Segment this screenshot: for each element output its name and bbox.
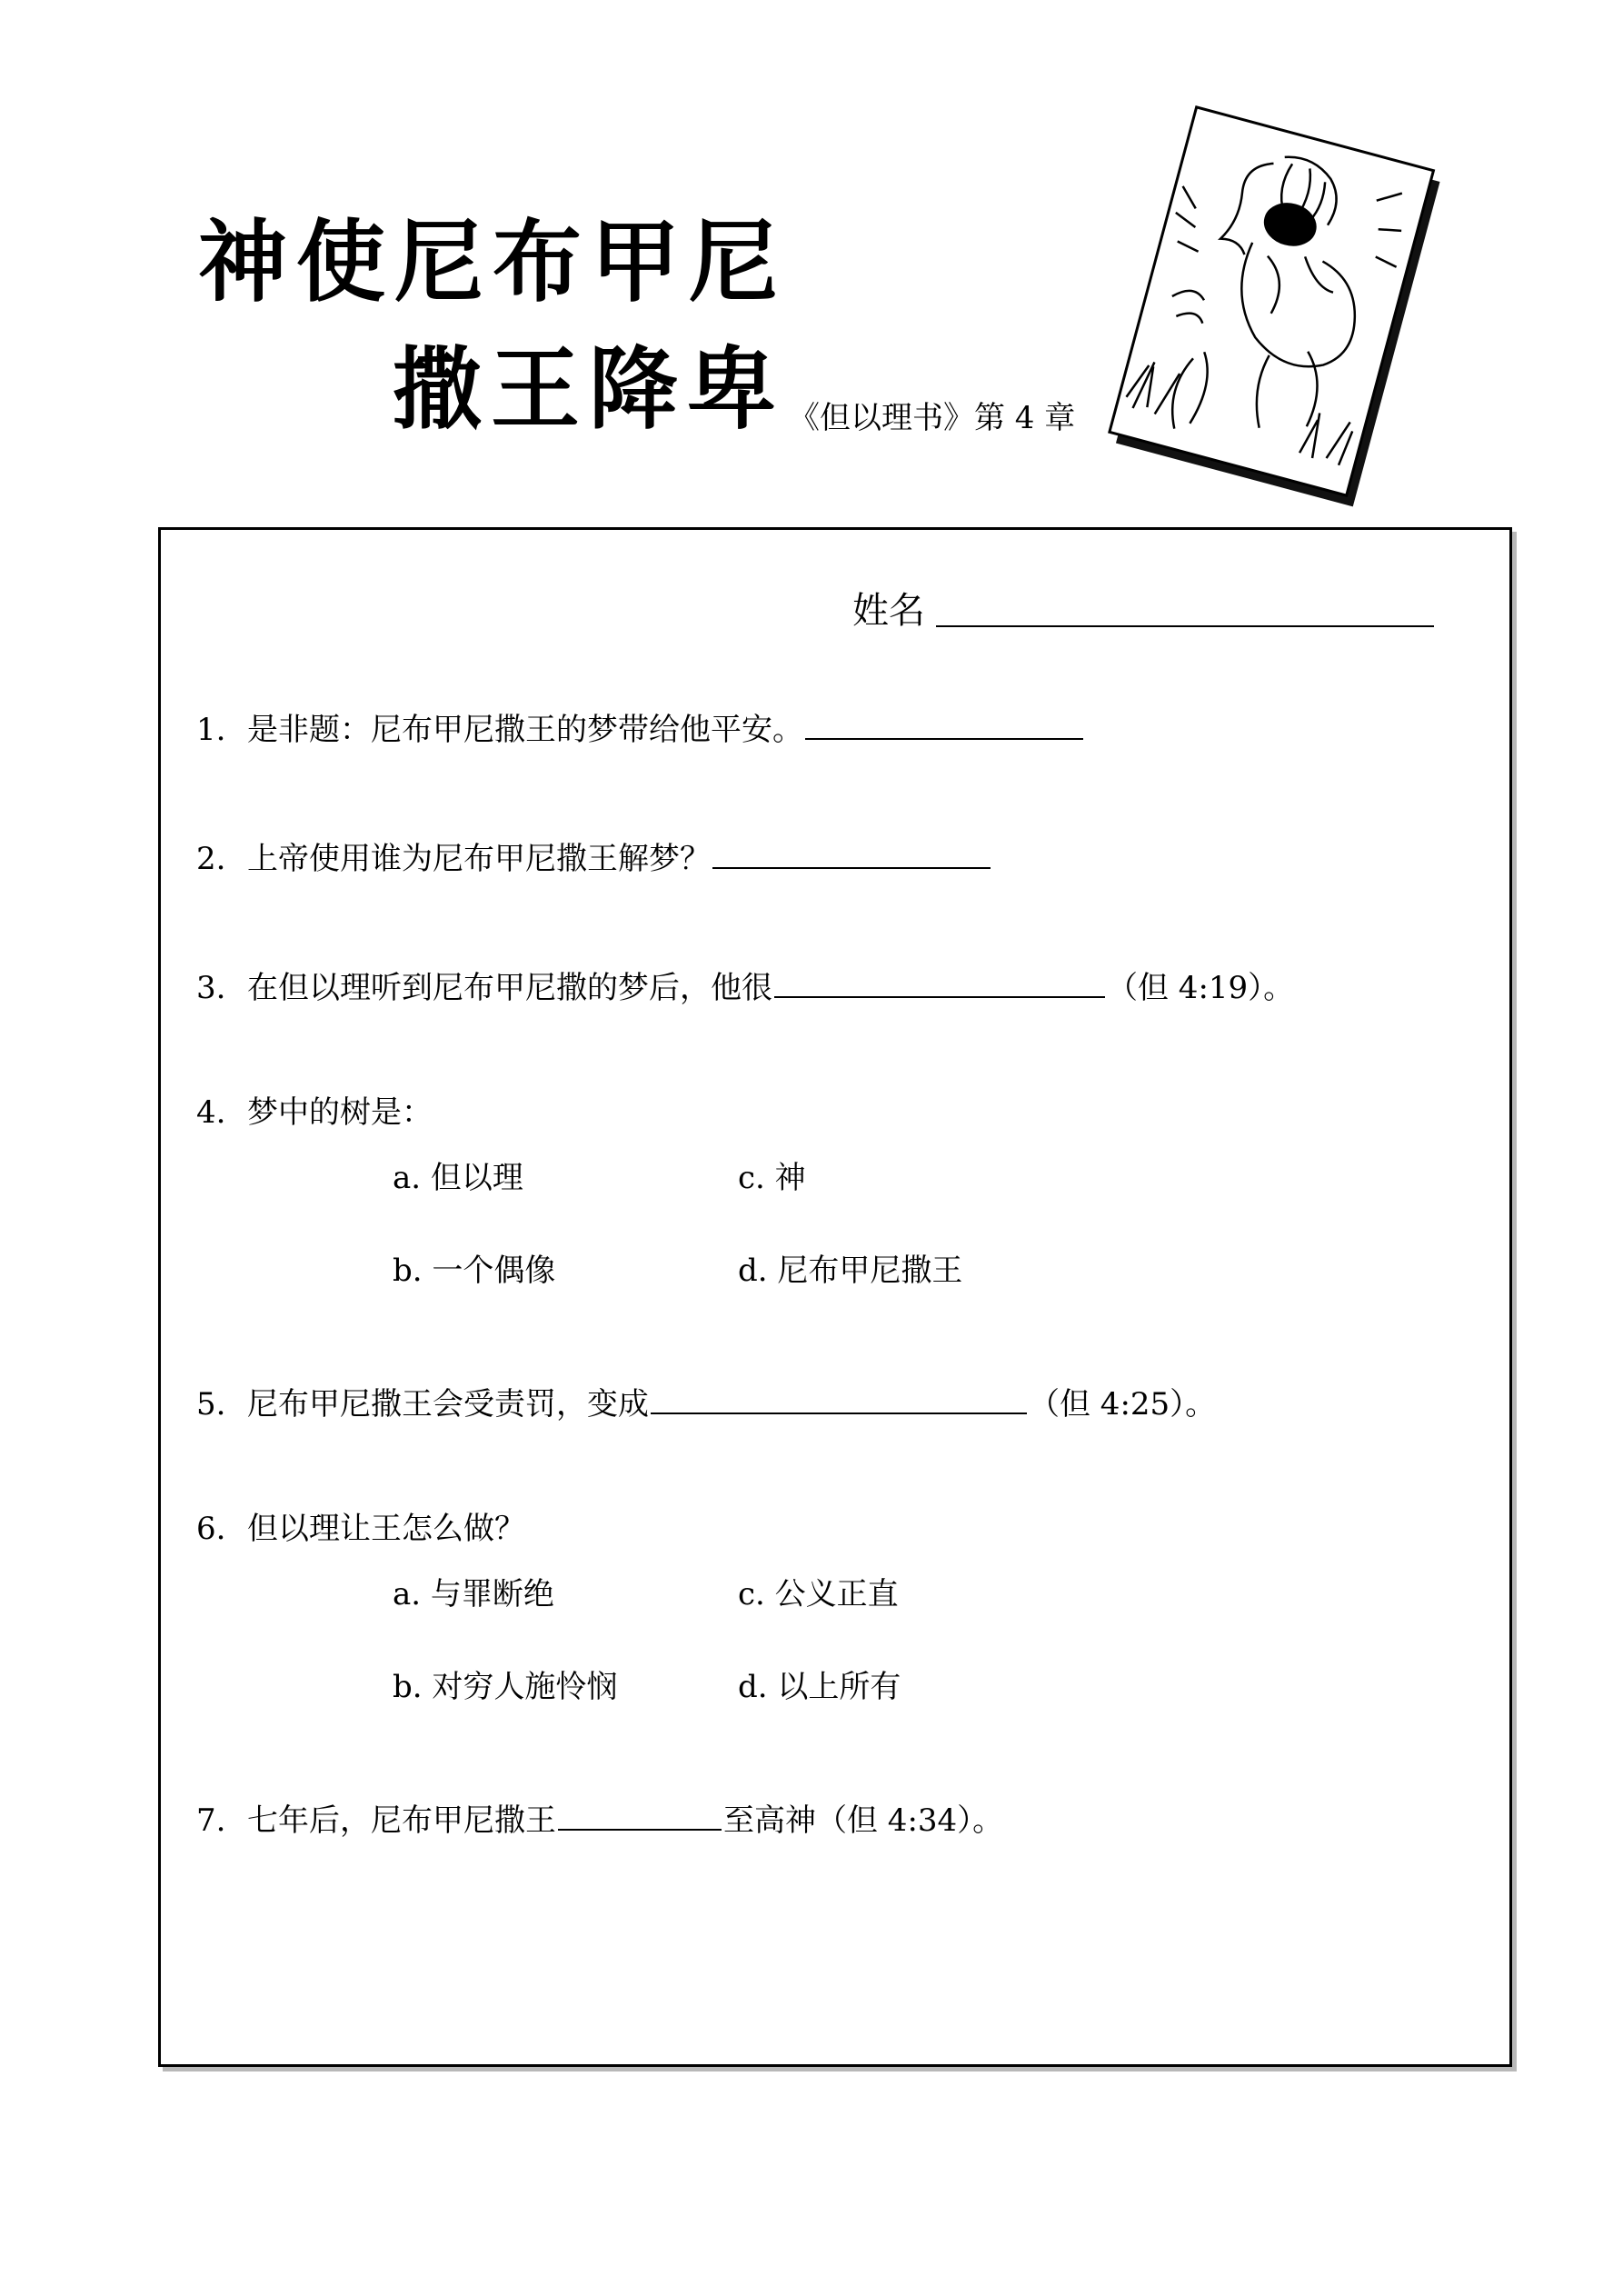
king-in-field-drawing-icon xyxy=(1100,105,1445,514)
question-2: 2. 上帝使用谁为尼布甲尼撒王解梦？ xyxy=(196,836,992,878)
question-7: 7. 七年后，尼布甲尼撒王 至高神（但 4:34）。 xyxy=(196,1798,1003,1840)
page-title-line-2: 撒王降卑 xyxy=(393,338,786,442)
question-5: 5. 尼布甲尼撒王会受责罚，变成 （但 4:25）。 xyxy=(196,1382,1216,1423)
question-6: 6. 但以理让王怎么做？ xyxy=(196,1511,525,1547)
question-4-text: 梦中的树是： xyxy=(247,1094,433,1131)
question-6-option-d[interactable]: d. 以上所有 xyxy=(738,1669,901,1705)
page-title-line-1: 神使尼布甲尼 xyxy=(198,211,788,314)
answer-blank-2[interactable] xyxy=(712,836,991,869)
question-3-text: 在但以理听到尼布甲尼撒的梦后，他很 xyxy=(247,970,772,1006)
question-7-text: 七年后，尼布甲尼撒王 xyxy=(247,1802,556,1839)
chapter-reference: 《但以理书》第 4 章 xyxy=(789,400,1076,436)
question-6-option-a[interactable]: a. 与罪断绝 xyxy=(393,1576,554,1612)
answer-blank-1[interactable] xyxy=(805,707,1083,740)
question-4: 4. 梦中的树是： xyxy=(196,1094,433,1131)
answer-blank-5[interactable] xyxy=(651,1382,1027,1414)
question-4-option-d[interactable]: d. 尼布甲尼撒王 xyxy=(738,1253,963,1289)
question-1-text: 是非题：尼布甲尼撒王的梦带给他平安。 xyxy=(247,712,803,748)
name-field[interactable] xyxy=(936,625,1434,627)
name-label: 姓名 xyxy=(852,590,925,632)
question-1: 1. 是非题：尼布甲尼撒王的梦带给他平安。 xyxy=(196,707,1085,749)
question-4-option-a[interactable]: a. 但以理 xyxy=(393,1160,523,1196)
answer-blank-3[interactable] xyxy=(774,965,1105,998)
question-4-option-c[interactable]: c. 神 xyxy=(738,1160,806,1196)
question-2-text: 上帝使用谁为尼布甲尼撒王解梦？ xyxy=(247,841,711,877)
question-6-option-c[interactable]: c. 公义正直 xyxy=(738,1576,899,1612)
question-6-option-b[interactable]: b. 对穷人施怜悯 xyxy=(393,1669,618,1705)
question-5-reference: （但 4:25）。 xyxy=(1029,1386,1217,1423)
question-3: 3. 在但以理听到尼布甲尼撒的梦后，他很 （但 4:19）。 xyxy=(196,965,1294,1007)
question-6-text: 但以理让王怎么做？ xyxy=(247,1511,525,1547)
answer-blank-7[interactable] xyxy=(558,1798,722,1831)
question-4-option-b[interactable]: b. 一个偶像 xyxy=(393,1253,556,1289)
question-3-reference: （但 4:19）。 xyxy=(1107,970,1295,1006)
question-7-reference: 至高神（但 4:34）。 xyxy=(723,1802,1004,1839)
question-5-text: 尼布甲尼撒王会受责罚，变成 xyxy=(247,1386,649,1423)
